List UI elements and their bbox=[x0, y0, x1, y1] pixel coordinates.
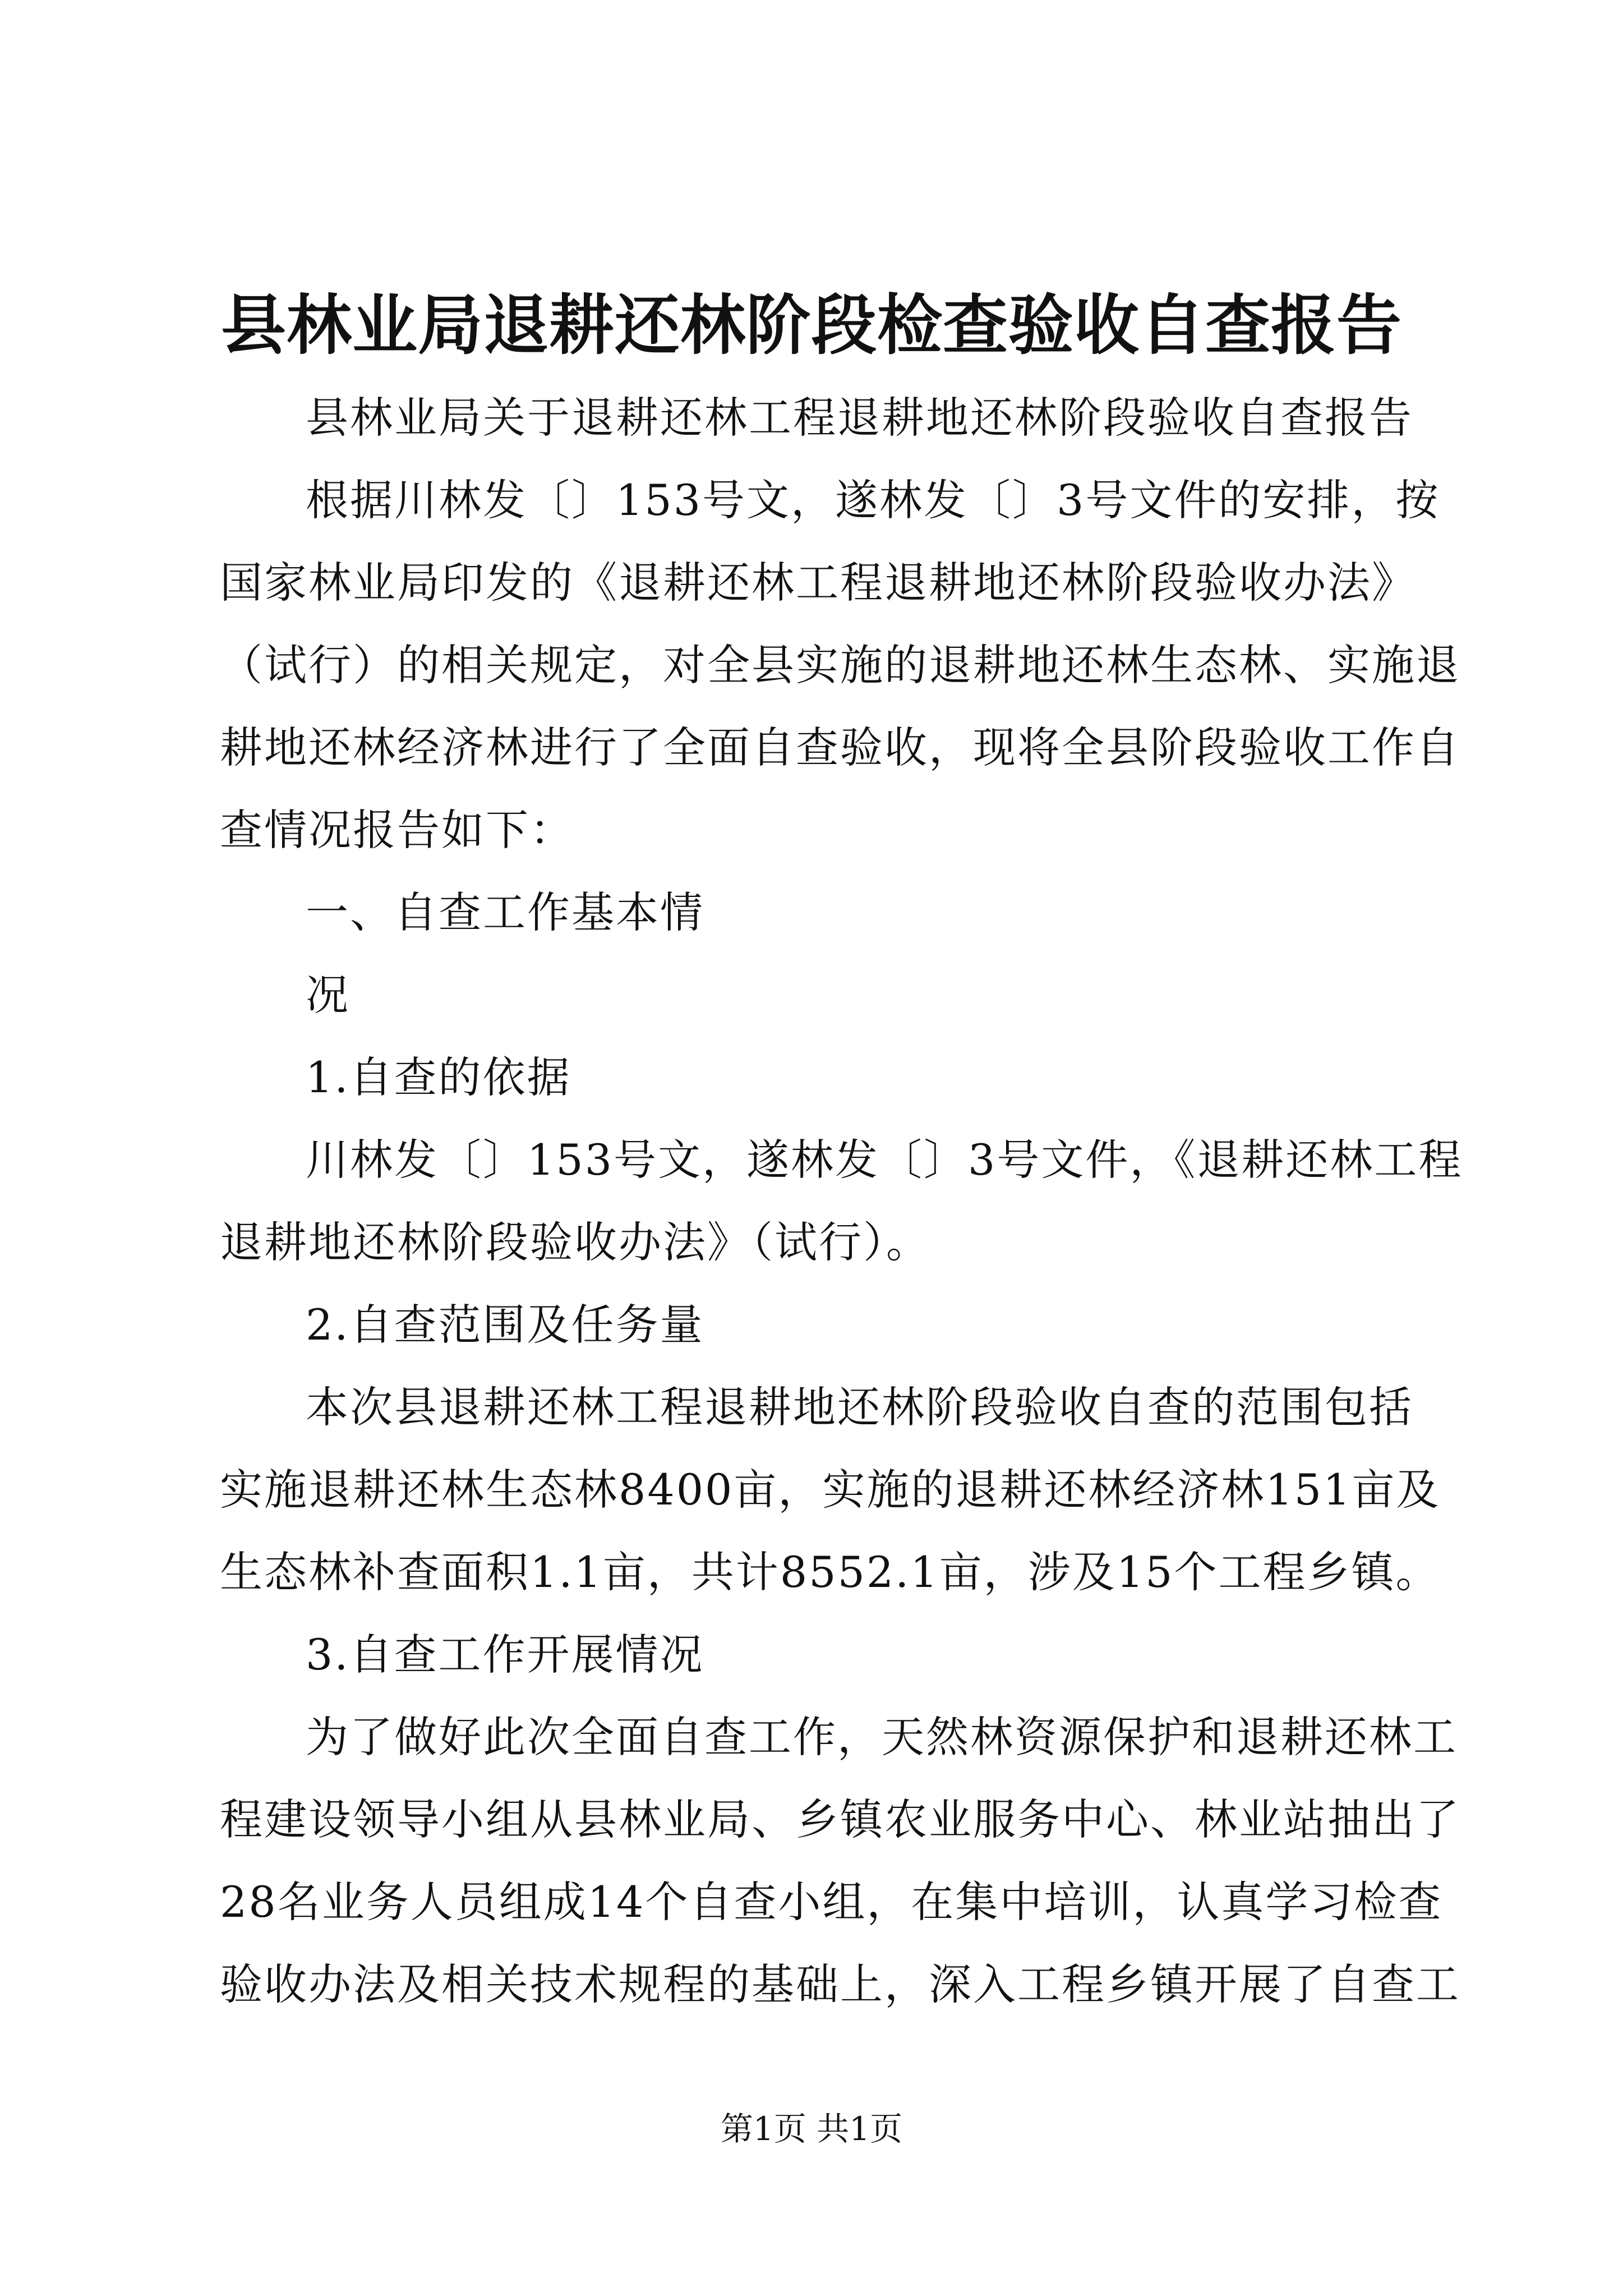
subsection-heading: 2.自查范围及任务量 bbox=[306, 1300, 704, 1350]
paragraph-line: 本次县退耕还林工程退耕地还林阶段验收自查的范围包括 bbox=[306, 1382, 1413, 1432]
paragraph-line: 耕地还林经济林进行了全面自查验收，现将全县阶段验收工作自 bbox=[220, 723, 1460, 772]
paragraph-line: 生态林补查面积1.1亩，共计8552.1亩，涉及15个工程乡镇。 bbox=[220, 1547, 1440, 1597]
paragraph-line: 为了做好此次全面自查工作，天然林资源保护和退耕还林工 bbox=[306, 1712, 1458, 1762]
paragraph-line: 退耕地还林阶段验收办法》（试行）。 bbox=[220, 1217, 930, 1267]
paragraph-line: 验收办法及相关技术规程的基础上，深入工程乡镇开展了自查工 bbox=[220, 1959, 1460, 2009]
paragraph-line: （试行）的相关规定，对全县实施的退耕地还林生态林、实施退 bbox=[220, 640, 1460, 690]
paragraph-line: 根据川林发〔〕153号文，遂林发〔〕3号文件的安排，按 bbox=[306, 475, 1440, 525]
paragraph-line: 国家林业局印发的《退耕还林工程退耕地还林阶段验收办法》 bbox=[220, 558, 1416, 608]
subsection-heading: 3.自查工作开展情况 bbox=[306, 1630, 704, 1680]
section-heading: 况 bbox=[306, 970, 350, 1020]
paragraph-line: 查情况报告如下： bbox=[220, 805, 574, 855]
page-footer: 第1页 共1页 bbox=[720, 2110, 903, 2148]
paragraph-line: 实施退耕还林生态林8400亩，实施的退耕还林经济林151亩及 bbox=[220, 1465, 1441, 1515]
subsection-heading: 1.自查的依据 bbox=[306, 1052, 571, 1102]
document-title: 县林业局退耕还林阶段检查验收自查报告 bbox=[221, 287, 1402, 364]
paragraph-line: 川林发〔〕153号文，遂林发〔〕3号文件，《退耕还林工程 bbox=[306, 1135, 1463, 1185]
paragraph-line: 程建设领导小组从县林业局、乡镇农业服务中心、林业站抽出了 bbox=[220, 1795, 1460, 1844]
paragraph-line: 28名业务人员组成14个自查小组，在集中培训，认真学习检查 bbox=[220, 1877, 1443, 1927]
section-heading: 一、自查工作基本情 bbox=[306, 887, 704, 937]
paragraph-line: 县林业局关于退耕还林工程退耕地还林阶段验收自查报告 bbox=[306, 393, 1413, 443]
